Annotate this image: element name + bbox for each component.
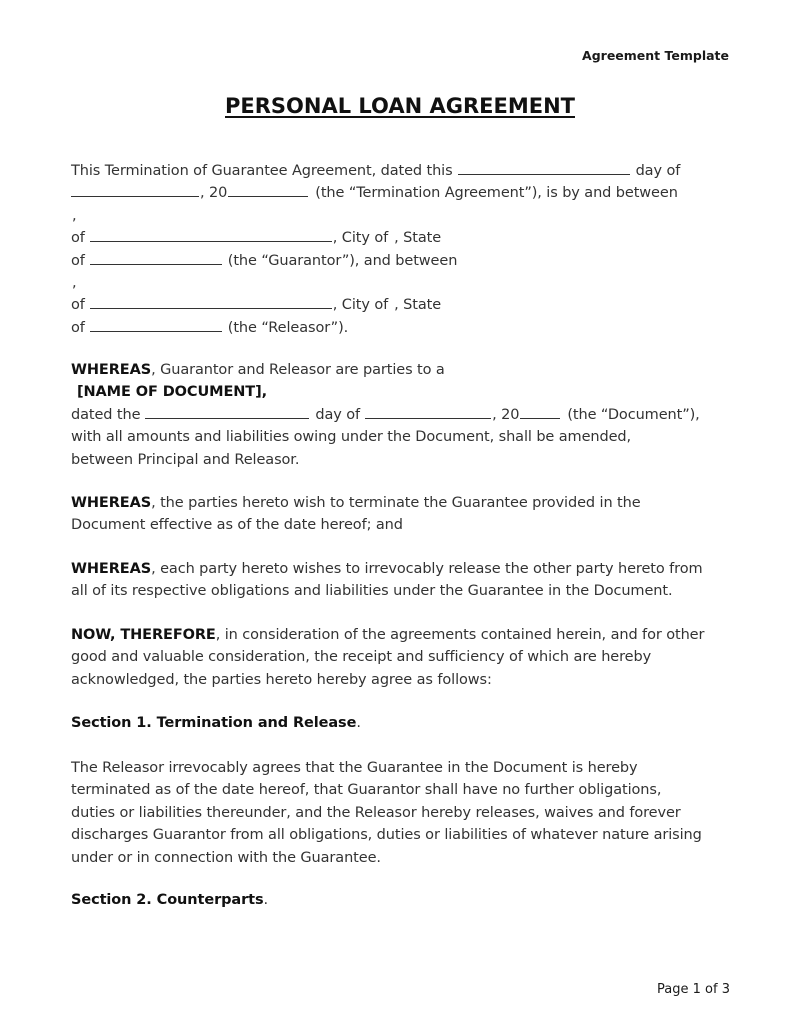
intro-paragraph bbox=[71, 160, 726, 339]
date-year-blank[interactable] bbox=[228, 182, 308, 197]
intro-text: of bbox=[71, 230, 85, 247]
now-therefore-line-1 bbox=[71, 624, 726, 646]
whereas1-line-2 bbox=[71, 381, 726, 403]
comma: , bbox=[72, 207, 77, 224]
date-month-blank[interactable] bbox=[71, 182, 199, 197]
section-1-text: The Releasor irrevocably agrees that the Guarantee in the Document is hereby bbox=[71, 760, 638, 776]
whereas3-line-1 bbox=[71, 558, 726, 580]
intro-line-8 bbox=[71, 317, 726, 339]
intro-text: day of bbox=[635, 163, 681, 179]
whereas-keyword: WHEREAS bbox=[71, 561, 152, 577]
page-number: Page 1 of 3 bbox=[657, 982, 730, 997]
section-1-heading-line bbox=[71, 712, 726, 734]
intro-line-5 bbox=[71, 250, 726, 272]
intro-line-2 bbox=[71, 182, 726, 204]
whereas1-line-1 bbox=[71, 359, 726, 381]
section-1-line bbox=[71, 802, 726, 824]
whereas-text: dated the bbox=[71, 406, 141, 423]
intro-line-7 bbox=[71, 294, 726, 316]
releasor-state-blank[interactable] bbox=[90, 317, 222, 332]
intro-line-1 bbox=[71, 160, 726, 182]
whereas1-line-3 bbox=[71, 404, 726, 426]
section-1-body bbox=[71, 757, 726, 869]
now-therefore-line-3 bbox=[71, 669, 726, 691]
section-heading-period: . bbox=[263, 892, 269, 908]
intro-text: , State bbox=[394, 297, 442, 314]
now-therefore-text: , in consideration of the agreements contained herein, and for other bbox=[215, 627, 705, 643]
now-therefore-keyword: NOW, THEREFORE bbox=[71, 627, 216, 643]
now-therefore-line-2 bbox=[71, 646, 726, 668]
whereas-text: , 20 bbox=[492, 406, 520, 423]
whereas-text: Document effective as of the date hereof; and bbox=[71, 517, 403, 534]
section-1-text: duties or liabilities thereunder, and the Releasor hereby releases, waives and forever bbox=[71, 804, 681, 821]
intro-line-3 bbox=[71, 205, 726, 227]
document-day-blank[interactable] bbox=[145, 404, 309, 419]
whereas-text: day of bbox=[315, 406, 361, 423]
intro-text: , State bbox=[394, 230, 442, 247]
section-1-text: under or in connection with the Guarantee. bbox=[71, 849, 381, 866]
intro-text: , 20 bbox=[200, 185, 228, 202]
intro-text: of bbox=[71, 252, 85, 269]
whereas2-line-2 bbox=[71, 514, 726, 536]
whereas-text: (the “Document”), bbox=[567, 406, 700, 423]
intro-text: , City of bbox=[332, 230, 389, 247]
intro-text: of bbox=[71, 297, 85, 314]
section-1-line bbox=[71, 757, 726, 779]
section-1-line bbox=[71, 824, 726, 846]
section-2-heading bbox=[71, 889, 726, 911]
whereas-text: between Principal and Releasor. bbox=[71, 451, 300, 468]
whereas-paragraph-2 bbox=[71, 492, 726, 537]
whereas2-line-1 bbox=[71, 492, 726, 514]
whereas1-line-4 bbox=[71, 426, 726, 448]
intro-text: This Termination of Guarantee Agreement, dated this bbox=[71, 163, 453, 179]
guarantor-address-blank[interactable] bbox=[90, 227, 332, 242]
document-year-blank[interactable] bbox=[520, 404, 560, 419]
releasor-address-blank[interactable] bbox=[90, 294, 332, 309]
intro-line-6 bbox=[71, 272, 726, 294]
intro-text: , City of bbox=[332, 297, 389, 314]
section-heading-text: Section 1. Termination and Release bbox=[71, 715, 357, 731]
section-2-heading-line bbox=[71, 889, 726, 911]
intro-text: (the “Guarantor”), and between bbox=[227, 252, 458, 269]
whereas1-line-5 bbox=[71, 449, 726, 471]
document-name-placeholder: [NAME OF DOCUMENT], bbox=[77, 384, 268, 401]
date-day-blank[interactable] bbox=[458, 160, 630, 175]
whereas-text: , Guarantor and Releasor are parties to a bbox=[151, 362, 445, 378]
whereas3-line-2 bbox=[71, 580, 726, 602]
section-heading-period: . bbox=[356, 715, 361, 731]
section-1-text: discharges Guarantor from all obligations, duties or liabilities of whatever nature arising bbox=[71, 827, 702, 844]
section-1-heading bbox=[71, 712, 726, 734]
header-label: Agreement Template bbox=[582, 48, 729, 63]
whereas-keyword: WHEREAS bbox=[71, 495, 152, 511]
document-month-blank[interactable] bbox=[365, 404, 491, 419]
guarantor-state-blank[interactable] bbox=[90, 250, 222, 265]
intro-text: of bbox=[71, 319, 85, 336]
now-therefore-text: good and valuable consideration, the receipt and sufficiency of which are hereby bbox=[71, 649, 652, 666]
whereas-keyword: WHEREAS bbox=[71, 362, 152, 378]
intro-line-4 bbox=[71, 227, 726, 249]
whereas-paragraph-1 bbox=[71, 359, 726, 471]
comma: , bbox=[72, 274, 77, 291]
section-1-line bbox=[71, 779, 726, 801]
intro-text: (the “Releasor”). bbox=[227, 319, 349, 336]
section-1-line bbox=[71, 847, 726, 869]
whereas-text: all of its respective obligations and liabilities under the Guarantee in the Document. bbox=[71, 583, 673, 600]
section-heading-text: Section 2. Counterparts bbox=[71, 892, 264, 908]
whereas-text: , the parties hereto wish to terminate the Guarantee provided in the bbox=[151, 495, 641, 511]
section-1-text: terminated as of the date hereof, that Guarantor shall have no further obligations, bbox=[71, 782, 662, 799]
whereas-text: with all amounts and liabilities owing under the Document, shall be amended, bbox=[71, 429, 632, 446]
now-therefore-text: acknowledged, the parties hereto hereby agree as follows: bbox=[71, 671, 492, 688]
whereas-paragraph-3 bbox=[71, 558, 726, 603]
intro-text: (the “Termination Agreement”), is by and between bbox=[315, 185, 678, 202]
document-title: PERSONAL LOAN AGREEMENT bbox=[225, 94, 575, 118]
now-therefore-paragraph bbox=[71, 624, 726, 691]
whereas-text: , each party hereto wishes to irrevocably release the other party hereto from bbox=[151, 561, 703, 577]
